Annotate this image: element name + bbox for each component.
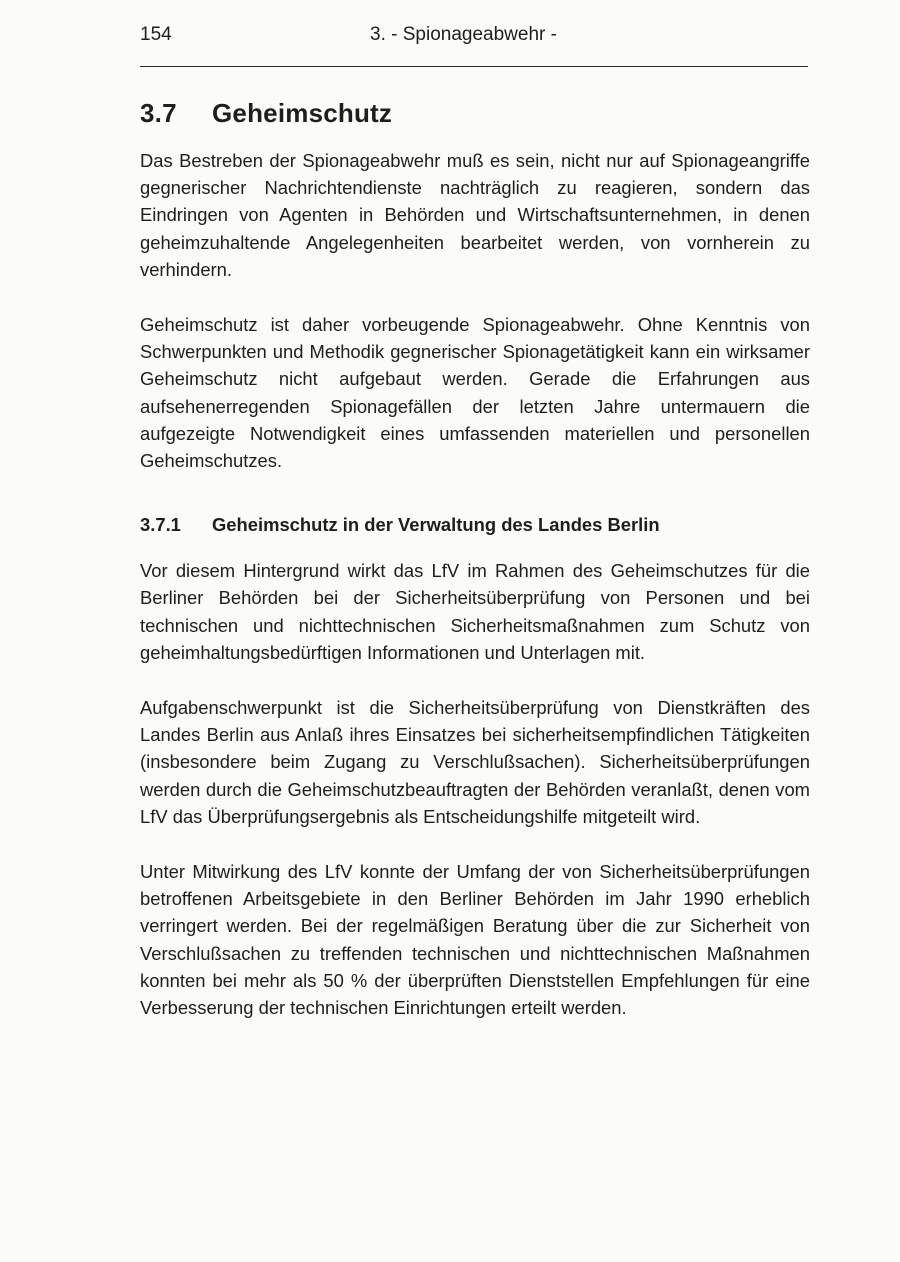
paragraph: Geheimschutz ist daher vorbeugende Spionageabwehr. Ohne Kenntnis von Schwerpunkten und Methodik gegnerischer Spionagetätigkeit kann ein wirksamer Geheimschutz nicht aufgebaut werden. Gerade die Erfahrungen aus aufsehenerregenden Spionagefällen der letzten Jahre untermauern die aufgezeigte Notwendigkeit eines umfassenden materiellen und personellen Geheimschutzes. bbox=[140, 314, 810, 472]
paragraph: Aufgabenschwerpunkt ist die Sicherheitsüberprüfung von Dienstkräften des Landes Berlin aus Anlaß ihres Einsatzes bei sicherheitsempfindlichen Tätigkeiten (insbesondere beim Zugang zu Verschlußsachen). Sicherheitsüberprüfungen werden durch die Geheimschutzbeauftragten der Behörden veranlaßt, denen vom LfV das Überprüfungsergebnis als Entscheidungshilfe mitgeteilt wird. bbox=[140, 697, 810, 827]
subsection-number: 3.7.1 bbox=[140, 514, 181, 536]
running-head: 3. - Spionageabwehr - bbox=[370, 24, 557, 45]
section-number: 3.7 bbox=[140, 98, 177, 128]
paragraph: Das Bestreben der Spionageabwehr muß es sein, nicht nur auf Spionageangriffe gegnerischer Nachrichtendienste nachträglich zu reagieren, sondern das Eindringen von Agenten in Behörden und Wirtschaftsunternehmen, in denen geheimzuhaltende Angelegenheiten bearbeitet werden, von vornherein zu verhindern. bbox=[140, 150, 810, 280]
subsection-heading bbox=[140, 511, 810, 538]
subsection-title: Geheimschutz in der Verwaltung des Landes Berlin bbox=[212, 514, 660, 536]
page-header bbox=[140, 24, 808, 67]
paragraph: Unter Mitwirkung des LfV konnte der Umfang der von Sicherheitsüberprüfungen betroffenen Arbeitsgebiete in den Berliner Behörden im Jahr 1990 erheblich verringert werden. Bei der regelmäßigen Beratung über die zur Sicherheit von Verschlußsachen zu treffenden technischen und nichttechnischen Maßnahmen konnten bei mehr als 50 % der überprüften Dienststellen Empfehlungen für eine Verbesserung der technischen Einrichtungen erteilt werden. bbox=[140, 861, 810, 1019]
page-number: 154 bbox=[140, 24, 172, 45]
section-heading bbox=[140, 98, 392, 129]
section-title: Geheimschutz bbox=[212, 98, 393, 128]
paragraph: Vor diesem Hintergrund wirkt das LfV im Rahmen des Geheimschutzes für die Berliner Behörden bei der Sicherheitsüberprüfung von Personen und bei technischen und nichttechnischen Sicherheitsmaßnahmen zum Schutz von geheimhaltungsbedürftigen Informationen und Unterlagen mit. bbox=[140, 560, 810, 663]
page-body bbox=[140, 147, 810, 1021]
